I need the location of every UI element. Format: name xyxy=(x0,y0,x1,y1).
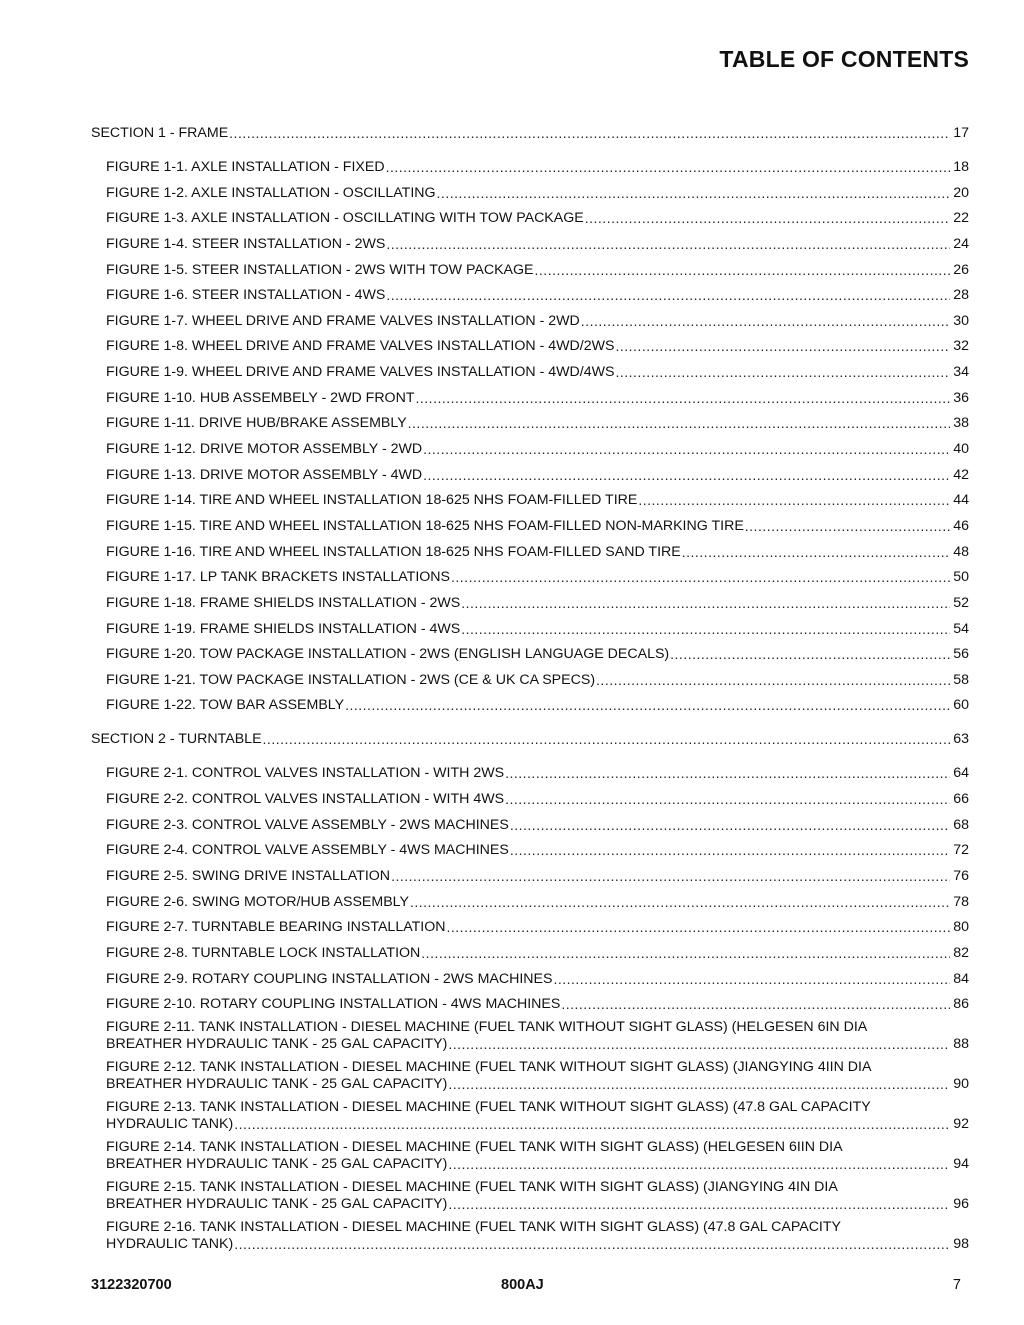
toc-figure-title: FIGURE 1-12. DRIVE MOTOR ASSEMBLY - 2WD xyxy=(106,441,423,458)
dot-leader xyxy=(421,945,950,962)
toc-figure-page: 66 xyxy=(953,791,969,808)
toc-figure[interactable] xyxy=(91,202,969,228)
dot-leader xyxy=(448,1036,950,1053)
toc-figure-title: FIGURE 1-18. FRAME SHIELDS INSTALLATION - 2WS xyxy=(106,594,461,611)
toc-figure-title: FIGURE 1-14. TIRE AND WHEEL INSTALLATION 18-625 NHS FOAM-FILLED TIRE xyxy=(106,492,638,509)
toc-figure[interactable] xyxy=(91,142,969,176)
dot-leader xyxy=(451,569,950,586)
toc-figure-page: 34 xyxy=(953,364,969,381)
toc-figure-page: 20 xyxy=(953,184,969,201)
toc-figure[interactable] xyxy=(91,279,969,305)
dot-leader xyxy=(386,236,950,253)
toc-figure[interactable] xyxy=(91,458,969,484)
dot-leader xyxy=(263,731,950,748)
toc-figure[interactable] xyxy=(91,689,969,715)
dot-leader xyxy=(234,1116,950,1133)
toc-figure[interactable] xyxy=(91,1179,969,1213)
toc-figure-page: 90 xyxy=(953,1076,969,1093)
dot-leader xyxy=(615,364,950,381)
toc-figure[interactable] xyxy=(91,1019,969,1053)
toc-figure-page: 52 xyxy=(953,594,969,611)
toc-figure[interactable] xyxy=(91,407,969,433)
toc-figure[interactable] xyxy=(91,432,969,458)
toc-figure-title: FIGURE 1-7. WHEEL DRIVE AND FRAME VALVES INSTALLATION - 2WD xyxy=(106,312,580,329)
toc-figure-page: 98 xyxy=(953,1236,969,1253)
toc-figure[interactable] xyxy=(91,304,969,330)
toc-figure-title: FIGURE 2-7. TURNTABLE BEARING INSTALLATION xyxy=(106,919,446,936)
toc-figure-title: FIGURE 2-8. TURNTABLE LOCK INSTALLATION xyxy=(106,944,421,961)
toc-figure-page: 64 xyxy=(953,765,969,782)
dot-leader xyxy=(461,621,950,638)
toc-figure[interactable] xyxy=(91,748,969,782)
toc-section-title: SECTION 1 - FRAME xyxy=(91,125,229,141)
toc-figure-title: FIGURE 2-5. SWING DRIVE INSTALLATION xyxy=(106,868,391,885)
toc-figure-title: FIGURE 1-21. TOW PACKAGE INSTALLATION - 2WS (CE & UK CA SPECS) xyxy=(106,671,596,688)
toc-figure[interactable] xyxy=(91,859,969,885)
toc-figure-title: FIGURE 2-2. CONTROL VALVES INSTALLATION - WITH 4WS xyxy=(106,791,505,808)
toc-figure[interactable] xyxy=(91,176,969,202)
toc-figure-title: FIGURE 1-3. AXLE INSTALLATION - OSCILLATING WITH TOW PACKAGE xyxy=(106,210,584,227)
toc-figure-title-line1: FIGURE 2-13. TANK INSTALLATION - DIESEL MACHINE (FUEL TANK WITHOUT SIGHT GLASS) (47.8 GAL CAPACITY xyxy=(106,1099,871,1116)
dot-leader xyxy=(345,697,950,714)
toc-figure-title: FIGURE 2-9. ROTARY COUPLING INSTALLATION - 2WS MACHINES xyxy=(106,970,553,987)
dot-leader xyxy=(596,672,950,689)
toc-figure[interactable] xyxy=(91,808,969,834)
dot-leader xyxy=(585,210,950,227)
toc-figure-page: 30 xyxy=(953,312,969,329)
toc-figure[interactable] xyxy=(91,834,969,860)
dot-leader xyxy=(510,817,950,834)
toc-figure-page: 38 xyxy=(953,415,969,432)
toc-figure-title: FIGURE 2-1. CONTROL VALVES INSTALLATION - WITH 2WS xyxy=(106,765,505,782)
page-title: TABLE OF CONTENTS xyxy=(719,46,969,72)
toc-figure-title-line1: FIGURE 2-15. TANK INSTALLATION - DIESEL MACHINE (FUEL TANK WITH SIGHT GLASS) (JIANGYING 4IN DIA xyxy=(106,1179,838,1196)
toc-figure-page: 56 xyxy=(953,646,969,663)
toc-figure-title-line2: HYDRAULIC TANK) xyxy=(106,1116,234,1133)
toc-figure[interactable] xyxy=(91,561,969,587)
toc-figure[interactable] xyxy=(91,911,969,937)
toc-figure-page: 60 xyxy=(953,697,969,714)
dot-leader xyxy=(386,159,950,176)
toc-figure-page: 96 xyxy=(953,1196,969,1213)
toc-figure[interactable] xyxy=(91,612,969,638)
toc-figure-title-line1: FIGURE 2-16. TANK INSTALLATION - DIESEL MACHINE (FUEL TANK WITH SIGHT GLASS) (47.8 GAL CAPACITY xyxy=(106,1219,842,1236)
toc-section[interactable] xyxy=(91,108,969,142)
dot-leader xyxy=(505,765,950,782)
table-of-contents xyxy=(91,108,969,1253)
toc-figure-title-line1: FIGURE 2-12. TANK INSTALLATION - DIESEL MACHINE (FUEL TANK WITHOUT SIGHT GLASS) (JIANGYING 4IIN DIA xyxy=(106,1059,872,1076)
toc-figure-title: FIGURE 1-22. TOW BAR ASSEMBLY xyxy=(106,697,345,714)
dot-leader xyxy=(437,185,950,202)
dot-leader xyxy=(670,646,950,663)
dot-leader xyxy=(510,842,950,859)
toc-figure-page: 58 xyxy=(953,671,969,688)
dot-leader xyxy=(234,1236,950,1253)
toc-figure-line2 xyxy=(106,1236,969,1253)
toc-figure-title: FIGURE 1-10. HUB ASSEMBELY - 2WD FRONT xyxy=(106,389,415,406)
toc-figure-page: 50 xyxy=(953,569,969,586)
toc-figure[interactable] xyxy=(91,1219,969,1253)
toc-figure-page: 40 xyxy=(953,441,969,458)
toc-figure-title-line2: BREATHER HYDRAULIC TANK - 25 GAL CAPACITY) xyxy=(106,1036,448,1053)
toc-figure-line2 xyxy=(106,1076,969,1093)
toc-figure-page: 54 xyxy=(953,620,969,637)
toc-figure-title-line2: BREATHER HYDRAULIC TANK - 25 GAL CAPACITY) xyxy=(106,1076,448,1093)
toc-figure-page: 82 xyxy=(953,944,969,961)
toc-figure-page: 42 xyxy=(953,466,969,483)
toc-figure[interactable] xyxy=(91,663,969,689)
dot-leader xyxy=(448,1196,950,1213)
dot-leader xyxy=(391,868,950,885)
toc-figure-title-line1: FIGURE 2-14. TANK INSTALLATION - DIESEL MACHINE (FUEL TANK WITH SIGHT GLASS) (HELGESEN 6IIN DIA xyxy=(106,1139,843,1156)
toc-figure[interactable] xyxy=(91,355,969,381)
toc-figure[interactable] xyxy=(91,638,969,664)
toc-figure-page: 88 xyxy=(953,1036,969,1053)
toc-figure-title: FIGURE 2-6. SWING MOTOR/HUB ASSEMBLY xyxy=(106,893,409,910)
toc-figure-title: FIGURE 1-8. WHEEL DRIVE AND FRAME VALVES INSTALLATION - 4WD/2WS xyxy=(106,338,615,355)
toc-figure[interactable] xyxy=(91,227,969,253)
dot-leader xyxy=(448,1076,950,1093)
toc-figure-title-line2: HYDRAULIC TANK) xyxy=(106,1236,234,1253)
toc-figure-title: FIGURE 1-15. TIRE AND WHEEL INSTALLATION 18-625 NHS FOAM-FILLED NON-MARKING TIRE xyxy=(106,517,744,534)
toc-figure-title-line1: FIGURE 2-11. TANK INSTALLATION - DIESEL MACHINE (FUEL TANK WITHOUT SIGHT GLASS) (HELGESEN 6IN DIA xyxy=(106,1019,868,1036)
dot-leader xyxy=(448,1156,950,1173)
dot-leader xyxy=(682,544,950,561)
dot-leader xyxy=(535,262,950,279)
dot-leader xyxy=(229,125,950,142)
toc-section-page: 17 xyxy=(953,125,969,141)
toc-figure-title: FIGURE 1-9. WHEEL DRIVE AND FRAME VALVES INSTALLATION - 4WD/4WS xyxy=(106,364,615,381)
toc-figure[interactable] xyxy=(91,330,969,356)
dot-leader xyxy=(561,996,950,1013)
dot-leader xyxy=(553,971,950,988)
toc-figure-line2 xyxy=(106,1196,969,1213)
dot-leader xyxy=(408,415,950,432)
toc-section-page: 63 xyxy=(953,731,969,748)
footer-model: 800AJ xyxy=(501,1277,544,1293)
footer-doc-number: 3122320700 xyxy=(91,1277,172,1293)
toc-figure-page: 94 xyxy=(953,1156,969,1173)
toc-figure-title: FIGURE 1-19. FRAME SHIELDS INSTALLATION - 4WS xyxy=(106,620,461,637)
dot-leader xyxy=(638,492,950,509)
toc-figure-page: 36 xyxy=(953,389,969,406)
toc-figure-page: 76 xyxy=(953,868,969,885)
toc-figure[interactable] xyxy=(91,484,969,510)
dot-leader xyxy=(461,595,950,612)
dot-leader xyxy=(416,390,950,407)
toc-figure-title: FIGURE 1-20. TOW PACKAGE INSTALLATION - 2WS (ENGLISH LANGUAGE DECALS) xyxy=(106,646,670,663)
toc-figure-title-line2: BREATHER HYDRAULIC TANK - 25 GAL CAPACITY) xyxy=(106,1196,448,1213)
toc-figure-page: 22 xyxy=(953,210,969,227)
toc-figure[interactable] xyxy=(91,782,969,808)
toc-figure[interactable] xyxy=(91,1139,969,1173)
dot-leader xyxy=(410,894,950,911)
dot-leader xyxy=(423,441,950,458)
toc-figure-title: FIGURE 1-5. STEER INSTALLATION - 2WS WITH TOW PACKAGE xyxy=(106,261,534,278)
toc-figure-page: 80 xyxy=(953,919,969,936)
toc-figure-page: 44 xyxy=(953,492,969,509)
toc-figure-line2 xyxy=(106,1156,969,1173)
toc-figure-title: FIGURE 2-4. CONTROL VALVE ASSEMBLY - 4WS MACHINES xyxy=(106,842,509,859)
toc-figure[interactable] xyxy=(91,509,969,535)
dot-leader xyxy=(615,338,950,355)
toc-figure-page: 68 xyxy=(953,816,969,833)
toc-figure[interactable] xyxy=(91,1099,969,1133)
toc-figure[interactable] xyxy=(91,885,969,911)
toc-figure-title: FIGURE 1-16. TIRE AND WHEEL INSTALLATION 18-625 NHS FOAM-FILLED SAND TIRE xyxy=(106,543,681,560)
toc-figure[interactable] xyxy=(91,381,969,407)
toc-figure[interactable] xyxy=(91,586,969,612)
toc-figure-title: FIGURE 1-1. AXLE INSTALLATION - FIXED xyxy=(106,159,385,175)
toc-figure-line2 xyxy=(106,1116,969,1133)
dot-leader xyxy=(447,919,950,936)
toc-section-title: SECTION 2 - TURNTABLE xyxy=(91,731,262,748)
toc-figure-page: 26 xyxy=(953,261,969,278)
toc-figure-page: 48 xyxy=(953,543,969,560)
dot-leader xyxy=(386,287,950,304)
dot-leader xyxy=(581,313,950,330)
toc-figure-page: 28 xyxy=(953,287,969,304)
toc-figure-title: FIGURE 1-17. LP TANK BRACKETS INSTALLATIONS xyxy=(106,569,451,586)
toc-figure-line2 xyxy=(106,1036,969,1053)
toc-figure[interactable] xyxy=(91,535,969,561)
dot-leader xyxy=(423,467,950,484)
toc-figure-title: FIGURE 1-6. STEER INSTALLATION - 4WS xyxy=(106,287,386,304)
toc-figure-page: 78 xyxy=(953,893,969,910)
toc-figure-title: FIGURE 1-2. AXLE INSTALLATION - OSCILLATING xyxy=(106,184,436,201)
dot-leader xyxy=(745,518,950,535)
toc-figure-title: FIGURE 2-3. CONTROL VALVE ASSEMBLY - 2WS MACHINES xyxy=(106,816,509,833)
toc-figure[interactable] xyxy=(91,936,969,962)
toc-figure-title-line2: BREATHER HYDRAULIC TANK - 25 GAL CAPACITY) xyxy=(106,1156,448,1173)
toc-figure[interactable] xyxy=(91,988,969,1014)
toc-figure[interactable] xyxy=(91,962,969,988)
toc-figure[interactable] xyxy=(91,1059,969,1093)
toc-section[interactable] xyxy=(91,714,969,748)
toc-figure-page: 46 xyxy=(953,517,969,534)
toc-figure-page: 18 xyxy=(953,159,969,175)
footer-page-number: 7 xyxy=(952,1277,961,1293)
toc-figure-page: 84 xyxy=(953,970,969,987)
toc-figure-title: FIGURE 1-11. DRIVE HUB/BRAKE ASSEMBLY xyxy=(106,415,407,432)
toc-figure-title: FIGURE 1-13. DRIVE MOTOR ASSEMBLY - 4WD xyxy=(106,466,423,483)
toc-figure[interactable] xyxy=(91,253,969,279)
toc-figure-page: 24 xyxy=(953,235,969,252)
toc-figure-page: 86 xyxy=(953,996,969,1013)
toc-figure-page: 32 xyxy=(953,338,969,355)
dot-leader xyxy=(505,791,950,808)
toc-figure-page: 72 xyxy=(953,842,969,859)
toc-figure-page: 92 xyxy=(953,1116,969,1133)
toc-figure-title: FIGURE 1-4. STEER INSTALLATION - 2WS xyxy=(106,235,386,252)
toc-figure-title: FIGURE 2-10. ROTARY COUPLING INSTALLATION - 4WS MACHINES xyxy=(106,996,561,1013)
